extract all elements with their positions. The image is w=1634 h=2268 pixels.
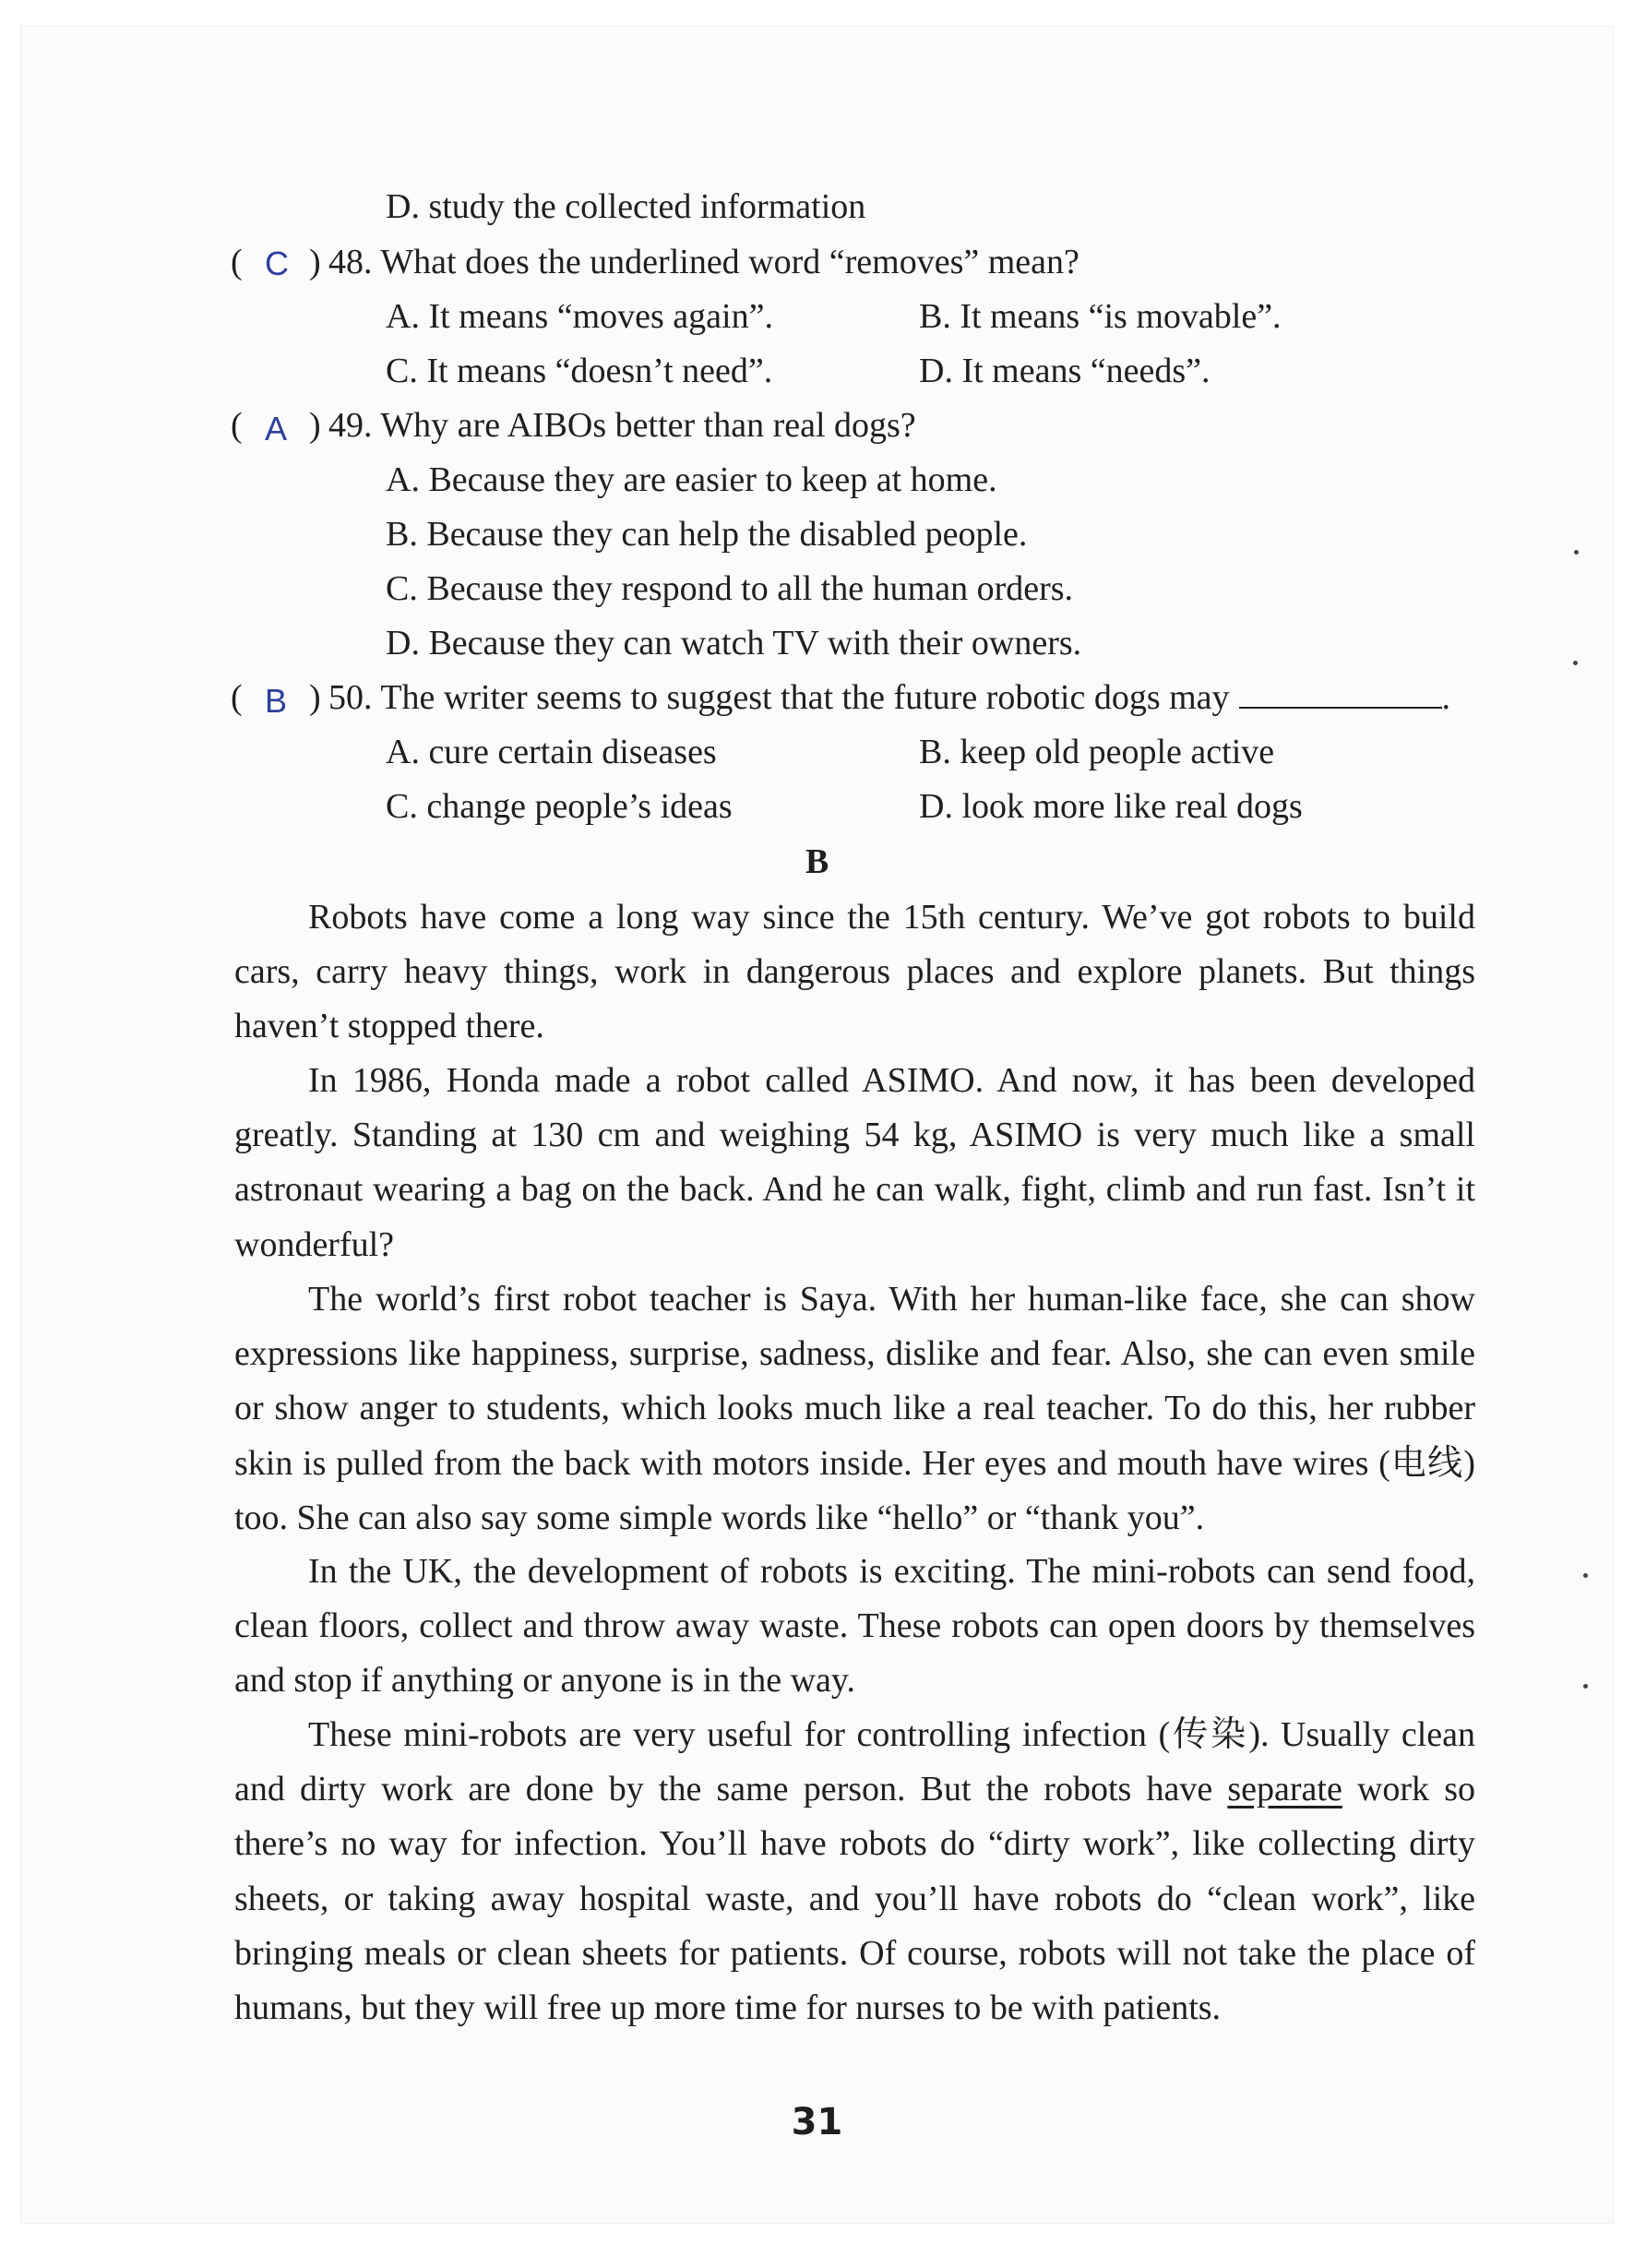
q48-answer: C: [265, 245, 289, 282]
scan-speck: [1573, 661, 1578, 665]
q48-option-d: D. It means “needs”.: [919, 352, 1211, 390]
answer-blank: [1239, 679, 1442, 709]
passage-paragraph-4: In the UK, the development of robots is exciting. The mini-robots can send food, clean floors, collect and throw away waste. These robots can open doors by themselves and stop if anything or anyone is in the way.: [234, 1552, 1475, 1701]
q48-option-a: A. It means “moves again”.: [386, 297, 773, 336]
q50-stem-text: 50. The writer seems to suggest that the future robotic dogs may: [328, 678, 1230, 717]
q50-paren-close: ): [309, 678, 321, 717]
paragraph-5-after: work so there’s no way for infection. You’ll have robots do “dirty work”, like collecting dirty sheets, or taking away hospital waste, and you’ll have robots do “clean work”, like bringing meals or clean sheets for patients. Of course, robots will not take the place of humans, but they will free up more time for nurses to be with patients.: [234, 1770, 1476, 2028]
q50-answer: B: [265, 682, 288, 720]
q49-answer: A: [265, 410, 288, 448]
q48-stem: 48. What does the underlined word “removes” mean?: [328, 243, 1079, 281]
q49-stem: 49. Why are AIBOs better than real dogs?: [328, 406, 916, 445]
passage-paragraph-3: The world’s first robot teacher is Saya. With her human-like face, she can show expressions like happiness, surprise, sadness, dislike and fear. Also, she can even smile or show anger to students, which looks much like a real teacher. To do this, her rubber skin is pulled from the back with motors inside. Her eyes and mouth have wires (电线) too. She can also say some simple words like “hello” or “thank you”.: [234, 1280, 1475, 1537]
q50-option-c: C. change people’s ideas: [386, 787, 733, 826]
underlined-word-separate: separate: [1227, 1770, 1342, 1809]
q49-option-d: D. Because they can watch TV with their owners.: [386, 624, 1082, 662]
q48-option-b: B. It means “is movable”.: [919, 297, 1282, 336]
section-title: B: [805, 842, 829, 881]
q50-paren-open: (: [231, 678, 243, 717]
q49-option-b: B. Because they can help the disabled people.: [386, 515, 1028, 554]
q49-paren-open: (: [231, 406, 243, 445]
scan-speck: [1583, 1684, 1588, 1689]
q50-option-a: A. cure certain diseases: [386, 733, 717, 771]
q50-stem-end: .: [1441, 678, 1451, 717]
q48-option-c: C. It means “doesn’t need”.: [386, 352, 773, 390]
q49-paren-close: ): [309, 406, 321, 445]
q48-paren-open: (: [231, 243, 243, 281]
q50-option-d: D. look more like real dogs: [919, 787, 1303, 826]
paragraph-5-before: These mini-robots are very useful for controlling infection (传染). Usually clean and dirty work are done by the same person. But the robots have: [234, 1715, 1475, 1809]
scan-speck: [1574, 550, 1579, 555]
passage-paragraph-1: Robots have come a long way since the 15th century. We’ve got robots to build cars, carry heavy things, work in dangerous places and explore planets. But things haven’t stopped there.: [234, 898, 1475, 1046]
page-number: 31: [791, 2101, 843, 2143]
passage-paragraph-5: [234, 1708, 1475, 2035]
q49-option-a: A. Because they are easier to keep at home.: [386, 460, 997, 499]
q50-stem: [328, 675, 1450, 720]
passage-paragraph-2: In 1986, Honda made a robot called ASIMO. And now, it has been developed greatly. Standing at 130 cm and weighing 54 kg, ASIMO is very much like a small astronaut wearing a bag on the back. And he can walk, fight, climb and run fast. Isn’t it wonderful?: [234, 1061, 1475, 1264]
scan-speck: [1583, 1573, 1588, 1578]
q47-option-d: D. study the collected information: [386, 187, 866, 226]
q48-paren-close: ): [309, 243, 321, 281]
q50-option-b: B. keep old people active: [919, 733, 1275, 771]
q49-option-c: C. Because they respond to all the human orders.: [386, 569, 1074, 608]
